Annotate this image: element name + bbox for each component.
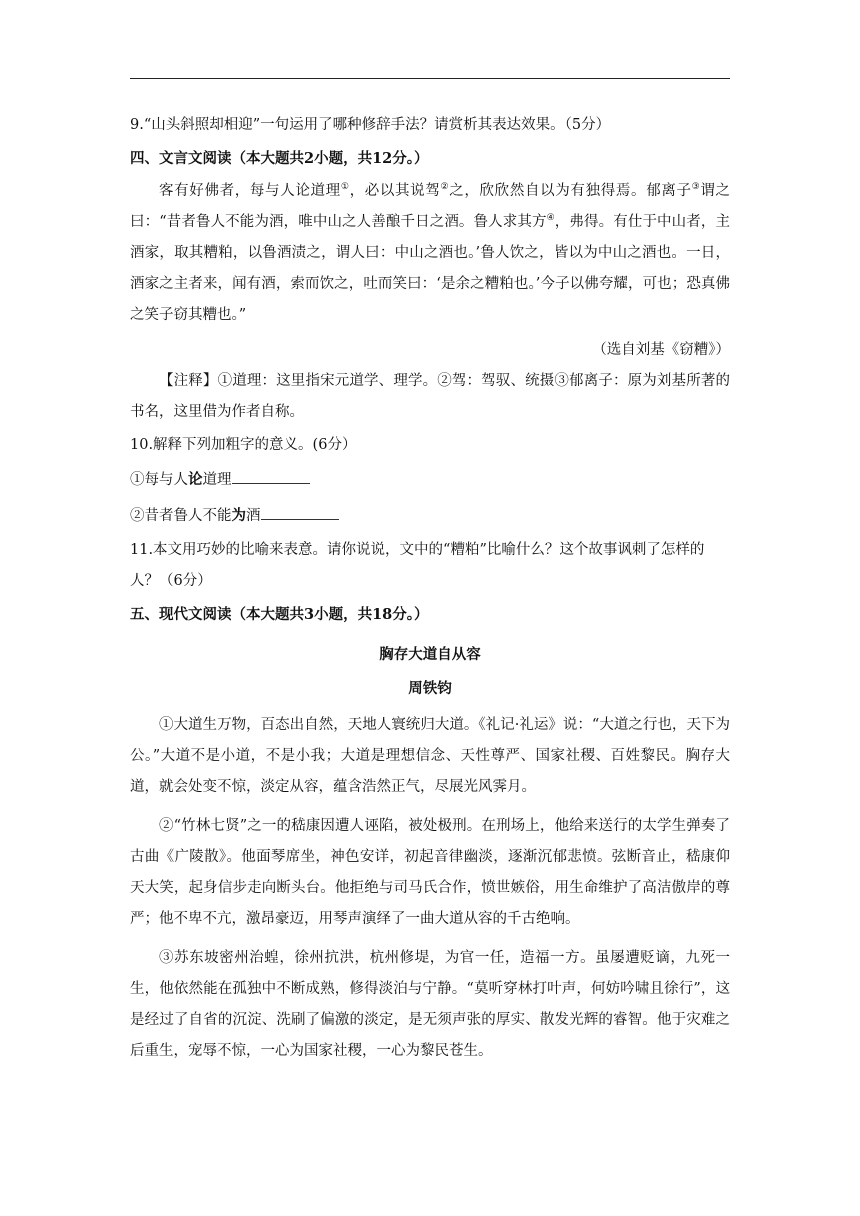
note-ref-1: ① <box>340 182 350 193</box>
essay-author: 周铁钧 <box>408 680 452 697</box>
note-ref-3: ③ <box>691 182 701 193</box>
note-ref-4: ④ <box>546 213 555 224</box>
note-ref-2: ② <box>440 182 450 193</box>
passage-source: （选自刘基《窃糟》） <box>592 342 730 358</box>
passage-notes: 【注释】①道理：这里指宋元道学、理学。②驾：驾驭、统摄③郁离子：原为刘基所著的书名，这里借为作者自称。 <box>130 373 730 420</box>
essay-title: 胸存大道自从容 <box>379 646 481 663</box>
essay-paragraph-3: ③苏东坡密州治蝗，徐州抗洪，杭州修堤，为官一任，造福一方。虽屡遭贬谪，九死一生，他依然能在孤独中不断成熟，修得淡泊与宁静。“莫听穿林打叶声，何妨吟啸且徐行”，这是经过了自省的沉淀、洗刷了偏激的淡定，是无须声张的厚实、散发光辉的睿智。他于灾难之后重生，宠辱不惊，一心为国家社稷，一心为黎民苍生。 <box>130 950 730 1059</box>
question-10-stem: 10.解释下列加粗字的意义。(6分） <box>130 437 357 453</box>
answer-blank-1[interactable] <box>232 469 310 484</box>
section-4-heading: 四、文言文阅读（本大题共2小题，共12分。） <box>130 150 429 167</box>
question-9: 9.“山头斜照却相迎”一句运用了哪种修辞手法？请赏析其表达效果。（5分） <box>130 117 611 133</box>
essay-paragraph-1: ①大道生万物，百态出自然，天地人寰统归大道。《礼记·礼运》说：“大道之行也，天下为公。”大道不是小道，不是小我；大道是理想信念、天性尊严、国家社稷、百姓黎民。胸存大道，就会处变不惊，淡定从容，蕴含浩然正气，尽展光风霁月。 <box>130 717 730 795</box>
answer-blank-2[interactable] <box>261 505 339 520</box>
question-10-item-2: ②昔者鲁人不能为酒 <box>130 499 730 533</box>
bold-char-wei: 为 <box>231 507 246 524</box>
classical-passage: 客有好佛者，每与人论道理①，必以其说驾②之，欣欣然自以为有独得焉。郁离子③谓之曰：“昔者鲁人不能为酒，唯中山之人善酿千日之酒。鲁人求其方④，弗得。有仕于中山者，主酒家，取其糟粕，以鲁酒渍之，谓人曰：中山之酒也。’鲁人饮之，皆以为中山之酒也。一日，酒家之主者来，闻有酒，索而饮之，吐而笑曰：‘是余之糟粕也。’今子以佛夸耀，可也；恐真佛之笑子窃其糟也。” <box>130 182 731 323</box>
header-rule <box>130 78 730 79</box>
section-5-heading: 五、现代文阅读（本大题共3小题，共18分。） <box>130 606 429 623</box>
question-10-item-1: ①每与人论道理 <box>130 463 730 497</box>
essay-paragraph-2: ②“竹林七贤”之一的嵇康因遭人诬陷，被处极刑。在刑场上，他给来送行的太学生弹奏了古曲《广陵散》。他面琴席坐，神色安详，初起音律幽淡，逐渐沉郁悲愤。弦断音止，嵇康仰天大笑，起身信步走向断头台。他拒绝与司马氏合作，愤世嫉俗，用生命维护了高洁傲岸的尊严；他不卑不亢，激昂豪迈，用琴声演绎了一曲大道从容的千古绝响。 <box>130 818 730 927</box>
bold-char-lun: 论 <box>188 471 203 488</box>
question-11: 11.本文用巧妙的比喻来表意。请你说说，文中的“糟粕”比喻什么？这个故事讽刺了怎样的人？（6分） <box>130 542 705 589</box>
document-content <box>130 108 730 1075</box>
